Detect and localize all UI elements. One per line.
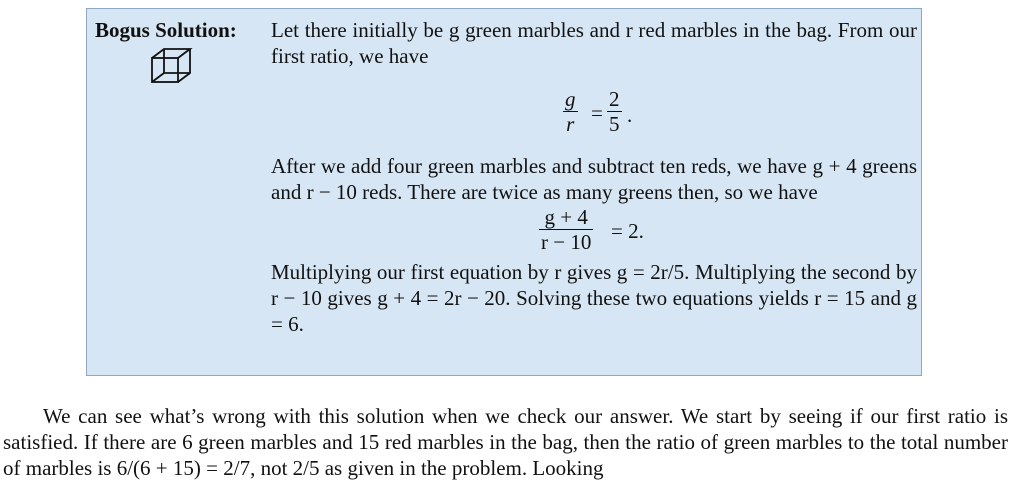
equals-sign: = xyxy=(591,101,603,125)
para1-text: Let there initially be g green marbles and r red marbles in the bag. From our first ratio, we have xyxy=(271,18,917,68)
fraction-numerator: g + 4 xyxy=(539,205,593,230)
body-text xyxy=(3,403,1008,481)
fraction-g-over-r xyxy=(563,87,578,136)
fraction-numerator: 2 xyxy=(609,87,620,111)
bogus-solution-box xyxy=(86,8,922,376)
equation-doubled xyxy=(271,203,917,259)
callout-para-2 xyxy=(271,153,917,205)
body-para: We can see what’s wrong with this solution when we check our answer. We start by seeing if our first ratio is satisfied. If there are 6 green marbles and 15 red marbles in the bag, then the ratio of green marbles to the total number of marbles is 6/(6 + 15) = 2/7, not 2/5 as given in the problem. Looking xyxy=(3,404,1008,480)
equation-ratio xyxy=(271,69,917,153)
callout-para-1 xyxy=(271,17,917,69)
fraction-denominator: r xyxy=(566,112,575,136)
fraction-two-fifths xyxy=(607,87,622,136)
fraction-denominator: 5 xyxy=(609,112,620,136)
callout-para-3 xyxy=(271,259,917,337)
para3-text: Multiplying our first equation by r gives g = 2r/5. Multiplying the second by r − 10 gives g + 4 = 2r − 20. Solving these two equations yields r = 15 and g = 6. xyxy=(271,260,917,336)
fraction-g4-over-r10 xyxy=(539,205,593,254)
equals-two: = 2. xyxy=(611,219,644,243)
bogus-cube-icon xyxy=(149,46,195,86)
fraction-denominator: r − 10 xyxy=(541,230,592,254)
fraction-numerator: g xyxy=(565,87,576,111)
callout-content xyxy=(271,17,917,337)
period: . xyxy=(627,103,633,127)
callout-label: Bogus Solution: xyxy=(95,18,237,42)
para2-text: After we add four green marbles and subtract ten reds, we have g + 4 greens and r − 10 reds. There are twice as many greens then, so we have xyxy=(271,154,917,204)
